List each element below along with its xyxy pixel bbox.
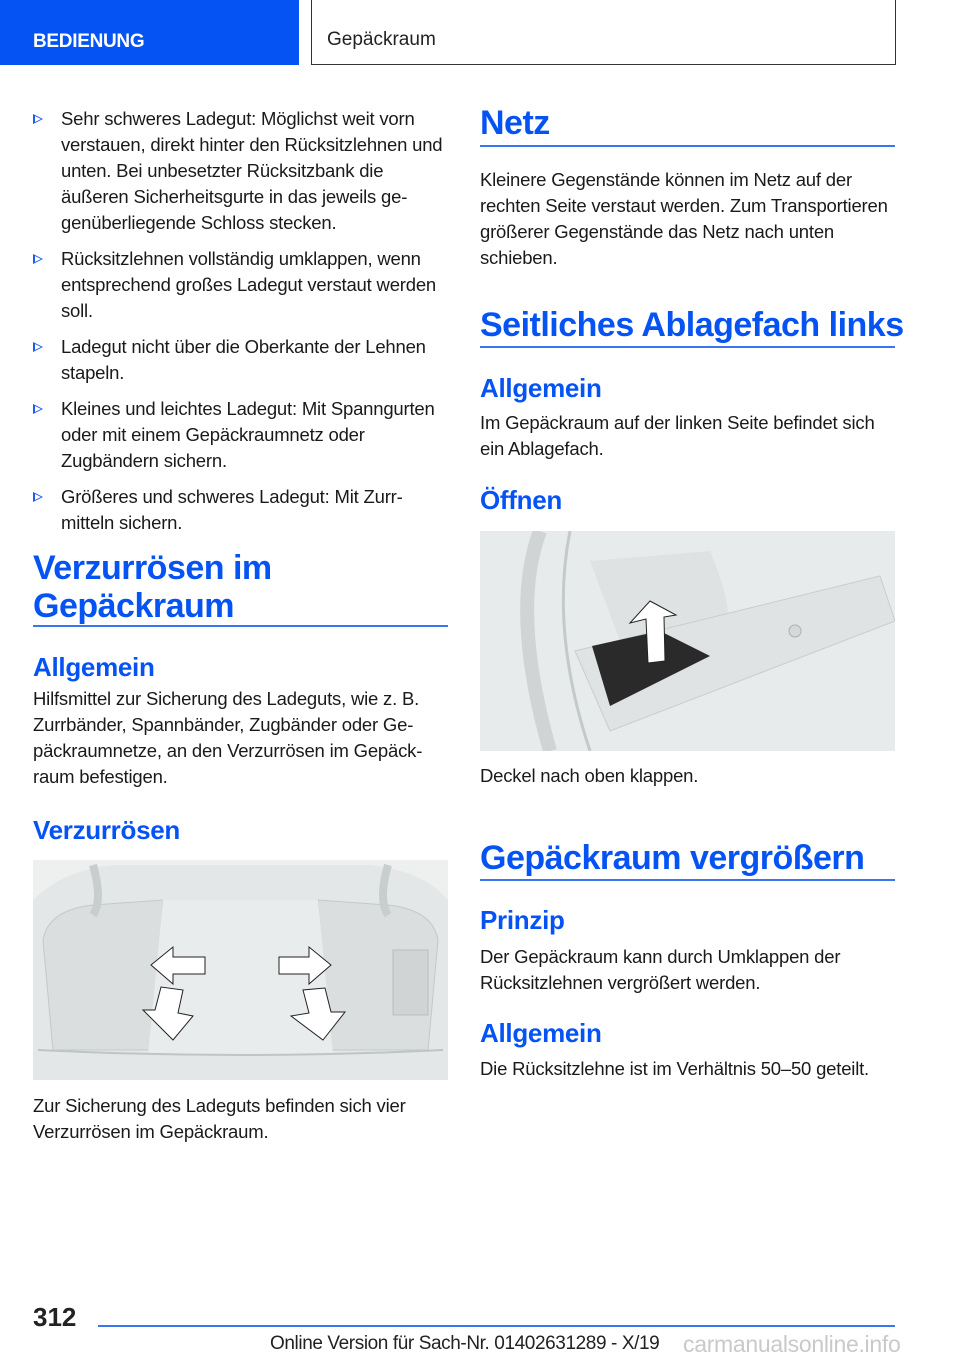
- section-title-ablagefach: Seitliches Ablagefach links: [480, 306, 904, 344]
- netz-text: Kleinere Gegenstände können im Netz auf der rechten Seite verstaut werden. Zum Transportieren größerer Gegenstände das Netz nach unten schieben.: [480, 169, 888, 268]
- section-title-verzurroesen: Verzurrösen im Gepäckraum: [33, 549, 272, 625]
- subsection-title-allgemein: Allgemein: [33, 652, 155, 682]
- chapter-tab: [311, 0, 896, 65]
- trunk-illustration: [33, 860, 448, 1080]
- version-text: Online Version für Sach-Nr. 01402631289 - X/19: [270, 1333, 660, 1354]
- triangle-bullet-icon: [33, 342, 43, 352]
- section-title-netz: Netz: [480, 104, 550, 142]
- section-divider: [33, 625, 448, 627]
- compartment-illustration: [480, 531, 895, 751]
- list-item: Sehr schweres Ladegut: Möglichst weit vorn verstauen, direkt hinter den Rücksitzlehnen und unten. Bei unbesetzter Rücksitzbank die äußeren Sicherheitsgurte in das jeweils gegenüberliegende Schloss stecken.: [33, 106, 448, 236]
- subsection-title-allgemein: Allgemein: [480, 1018, 602, 1048]
- chapter-label: Gepäckraum: [327, 29, 436, 50]
- list-item: Kleines und leichtes Ladegut: Mit Spanngurten oder mit einem Gepäckraumnetz oder Zugbändern sichern.: [33, 396, 448, 474]
- section-title-vergroessern: Gepäckraum vergrößern: [480, 839, 865, 877]
- section-tab: [0, 0, 299, 65]
- subsection-title-allgemein: Allgemein: [480, 373, 602, 403]
- storage-compartment-figure: [480, 531, 895, 751]
- allgemein-text: Hilfsmittel zur Sicherung des Ladeguts, wie z. B. Zurrbänder, Spannbänder, Zugbänder oder Gepäckraumnetze, an den Verzurrösen im Gepäckraum befestigen.: [33, 688, 423, 787]
- triangle-bullet-icon: [33, 254, 43, 264]
- vergr-allgemein-text: Die Rücksitzlehne ist im Verhältnis 50–50 geteilt.: [480, 1058, 869, 1079]
- figure-caption: Zur Sicherung des Ladeguts befinden sich vier Verzurrösen im Gepäckraum.: [33, 1095, 406, 1142]
- subsection-title-prinzip: Prinzip: [480, 905, 565, 935]
- triangle-bullet-icon: [33, 404, 43, 414]
- list-item: Größeres und schweres Ladegut: Mit Zurrmitteln sichern.: [33, 484, 448, 536]
- bullet-list: [33, 106, 448, 546]
- section-divider: [480, 346, 895, 348]
- footer-divider: [98, 1325, 895, 1327]
- section-divider: [480, 879, 895, 881]
- list-item: Ladegut nicht über die Oberkante der Lehnen stapeln.: [33, 334, 448, 386]
- list-item: Rücksitzlehnen vollständig umklappen, wenn entsprechend großes Ladegut verstaut werden soll.: [33, 246, 448, 324]
- triangle-bullet-icon: [33, 492, 43, 502]
- subsection-title-verzurroesen: Verzurrösen: [33, 815, 180, 845]
- subsection-title-oeffnen: Öffnen: [480, 485, 562, 515]
- trunk-lashing-eyes-figure: [33, 860, 448, 1080]
- ablage-allgemein-text: Im Gepäckraum auf der linken Seite befindet sich ein Ablagefach.: [480, 412, 875, 459]
- triangle-bullet-icon: [33, 114, 43, 124]
- figure-caption: Deckel nach oben klappen.: [480, 765, 699, 786]
- section-divider: [480, 145, 895, 147]
- page-number: 312: [33, 1302, 77, 1332]
- section-label: BEDIENUNG: [33, 31, 145, 52]
- watermark: carmanualsonline.info: [683, 1331, 901, 1357]
- prinzip-text: Der Gepäckraum kann durch Umklappen der Rücksitzlehnen vergrößert werden.: [480, 946, 841, 993]
